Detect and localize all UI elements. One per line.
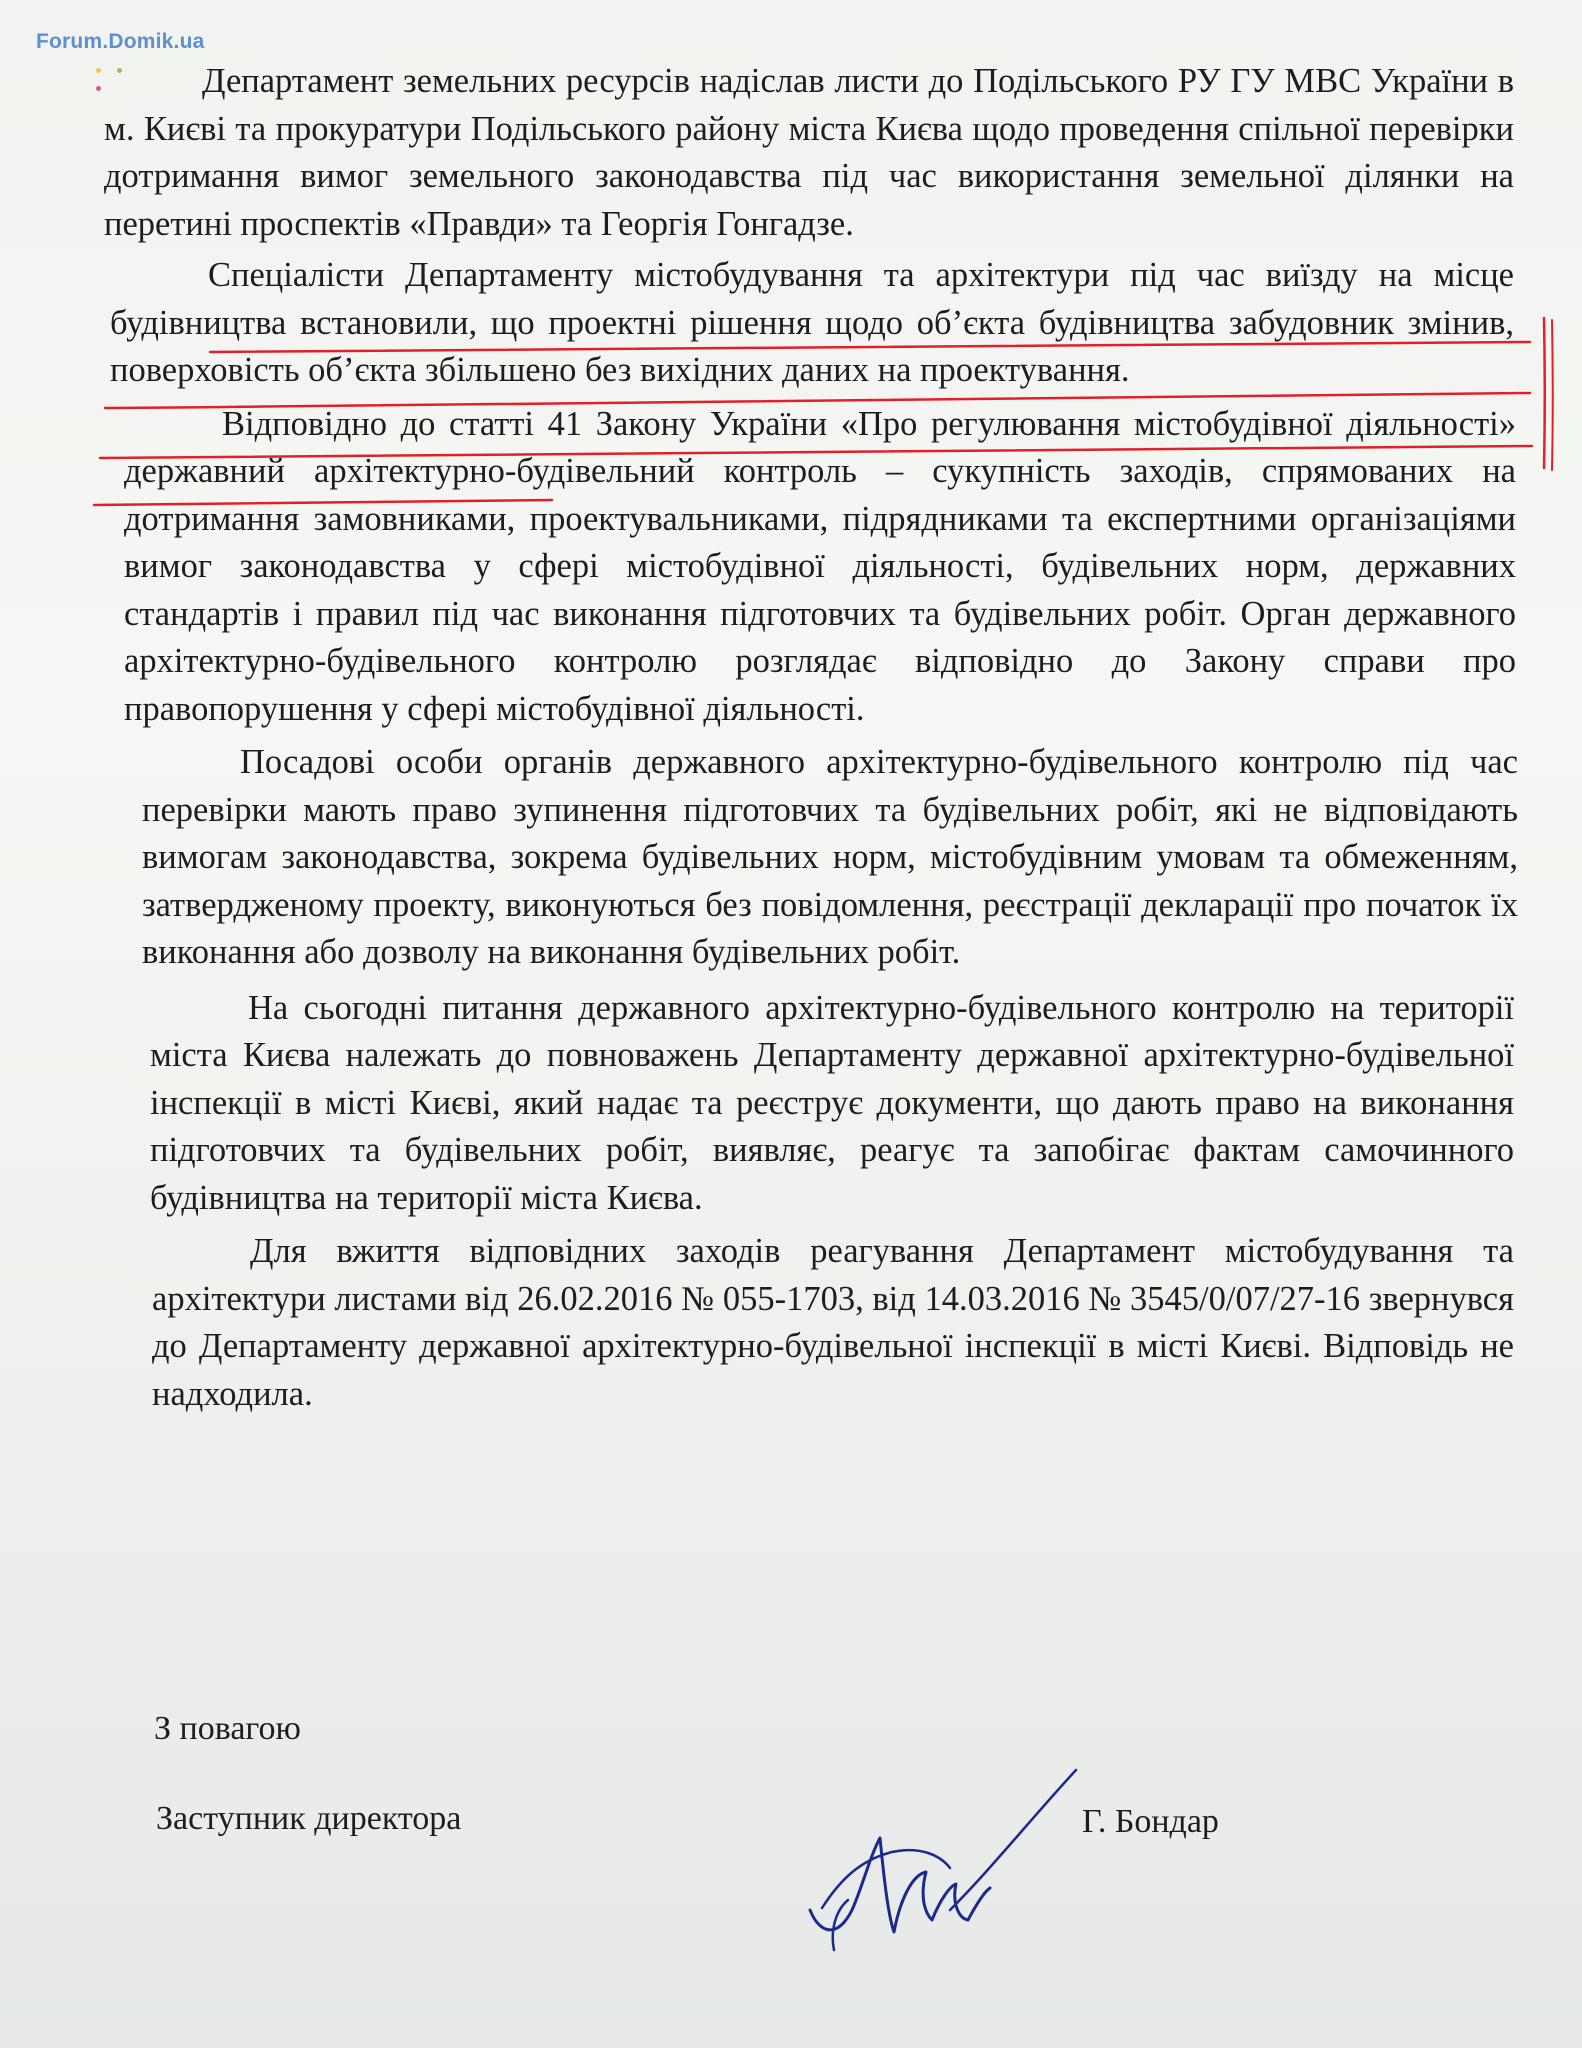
closing-regards: З повагою	[154, 1710, 301, 1747]
signer-name: Г. Бондар	[1082, 1803, 1219, 1840]
watermark-dot-yellow	[96, 68, 101, 73]
paragraph-land-department: Департамент земельних ресурсів надіслав листи до Подільського РУ ГУ МВС України в м. Києві та прокуратури Подільського району міста Києва щодо проведення спільної перевірки дотримання вимог земельного законодавства під час використання земельної ділянки на перетині проспектів «Правди» та Георгія Гонгадзе.	[104, 62, 1514, 243]
letter-body	[104, 58, 1524, 1418]
highlight-sidebar-2	[1552, 320, 1553, 470]
paragraph-measures-taken: Для вжиття відповідних заходів реагування Департамент містобудування та архітектури листами від 26.02.2016 № 055-1703, від 14.03.2016 № 3545/0/07/27-16 звернувся до Департаменту державної архітектурно-будівельної інспекції в місті Києві. Відповідь не надходила.	[152, 1232, 1514, 1413]
paragraph-current-authority: На сьогодні питання державного архітектурно-будівельного контролю на території міста Києва належать до повноважень Департаменту державної архітектурно-будівельної інспекції в місті Києві, який надає та реєструє документи, що дають право на виконання підготовчих та будівельних робіт, виявляє, реагує та запобігає фактам самочинного будівництва на території міста Києва.	[150, 988, 1514, 1217]
highlight-sidebar-1	[1544, 318, 1545, 468]
paragraph-inspection-findings: Спеціалісти Департаменту містобудування та архітектури під час виїзду на місце будівництва встановили, що проектні рішення щодо об’єкта будівництва забудовник змінив, поверховість об’єкта збільшено без вихідних даних на проектування.	[110, 256, 1514, 389]
signer-position: Заступник директора	[156, 1800, 462, 1837]
handwritten-signature	[800, 1760, 1100, 1970]
watermark-dot-pink	[96, 86, 101, 91]
watermark-logo: Forum.Domik.ua	[36, 30, 205, 53]
paragraph-article-41: Відповідно до статті 41 Закону України «Про регулювання містобудівної діяльності» державний архітектурно-будівельний контроль – сукупність заходів, спрямованих на дотримання замовниками, проектувальниками, підрядниками та експертними організаціями вимог законодавства у сфері містобудівної діяльності, будівельних норм, державних стандартів і правил під час виконання підготовчих та будівельних робіт. Орган державного архітектурно-будівельного контролю розглядає відповідно до Закону справи про правопорушення у сфері містобудівної діяльності.	[124, 404, 1516, 728]
paragraph-officials-rights: Посадові особи органів державного архітектурно-будівельного контролю під час перевірки мають право зупинення підготовчих та будівельних робіт, які не відповідають вимогам законодавства, зокрема будівельних норм, містобудівним умовам та обмеженням, затвердженому проекту, виконуються без повідомлення, реєстрації декларації про початок їх виконання або дозволу на виконання будівельних робіт.	[142, 743, 1518, 971]
